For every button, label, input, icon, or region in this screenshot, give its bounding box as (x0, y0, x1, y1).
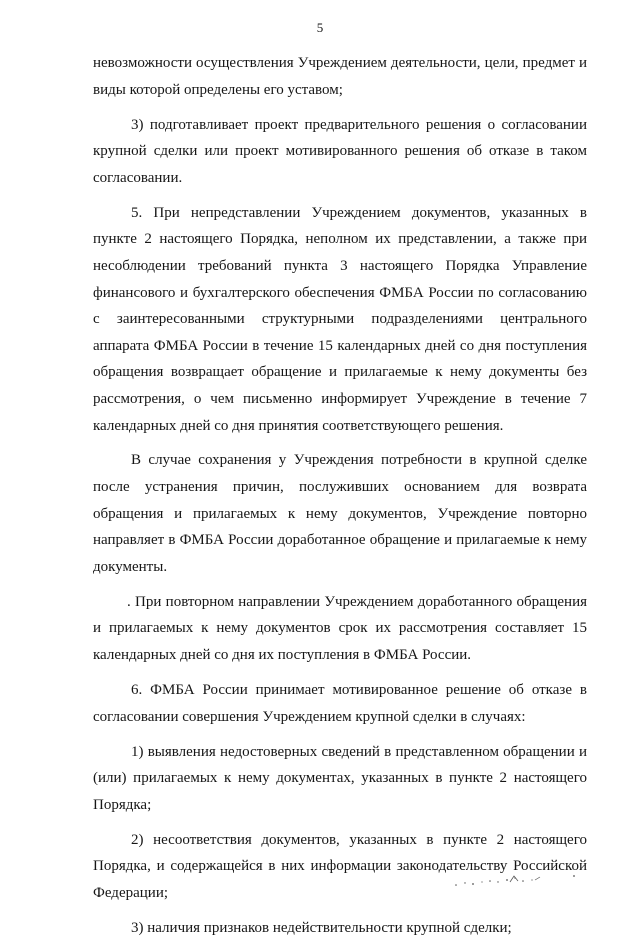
document-body (93, 50, 587, 950)
paragraph-reason-1: 1) выявления недостоверных сведений в представленном обращении и (или) прилагаемых к нему документах, указанных в пункте 2 настоящего Порядка; (93, 743, 587, 813)
paragraph-reason-2: 2) несоответствия документов, указанных в пункте 2 настоящего Порядка, и содержащейся в них информации законодательству Российской Федерации; (93, 831, 587, 901)
paragraph-review-term: . При повторном направлении Учреждением доработанного обращения и прилагаемых к нему документов срок их рассмотрения составляет 15 календарных дней со дня их поступления в ФМБА России. (93, 593, 587, 664)
page-number: 5 (316, 20, 324, 35)
paragraph-clause-5: 5. При непредставлении Учреждением документов, указанных в пункте 2 настоящего Порядка, неполном их представлении, а также при несоблюдении требований пункта 3 настоящего Порядка Управление финансового и бухгалтерского обеспечения ФМБА России по согласованию с заинтересованными структурными подразделениями центрального аппарата ФМБА России в течение 15 календарных дней со дня поступления обращения возвращает обращение и прилагаемые к нему документы без рассмотрения, о чем письменно информирует Учреждение в течение 7 календарных дней со дня принятия соответствующего решения. (93, 204, 587, 434)
paragraph-continuation: невозможности осуществления Учреждением деятельности, цели, предмет и виды которой определены его уставом; (93, 55, 587, 98)
scan-artifact-marks (452, 868, 592, 892)
paragraph-reason-3: 3) наличия признаков недействительности крупной сделки; (131, 919, 512, 936)
paragraph-clause-6: 6. ФМБА России принимает мотивированное решение об отказе в согласовании совершения Учреждением крупной сделки в случаях: (93, 682, 587, 725)
paragraph-resubmission: В случае сохранения у Учреждения потребности в крупной сделке после устранения причин, послуживших основанием для возврата обращения и прилагаемых к нему документов, Учреждение повторно направляет в ФМБА России доработанное обращение и прилагаемые к нему документы. (93, 452, 587, 575)
paragraph-item-3: 3) подготавливает проект предварительного решения о согласовании крупной сделки или проект мотивированного решения об отказе в таком согласовании. (93, 116, 587, 186)
